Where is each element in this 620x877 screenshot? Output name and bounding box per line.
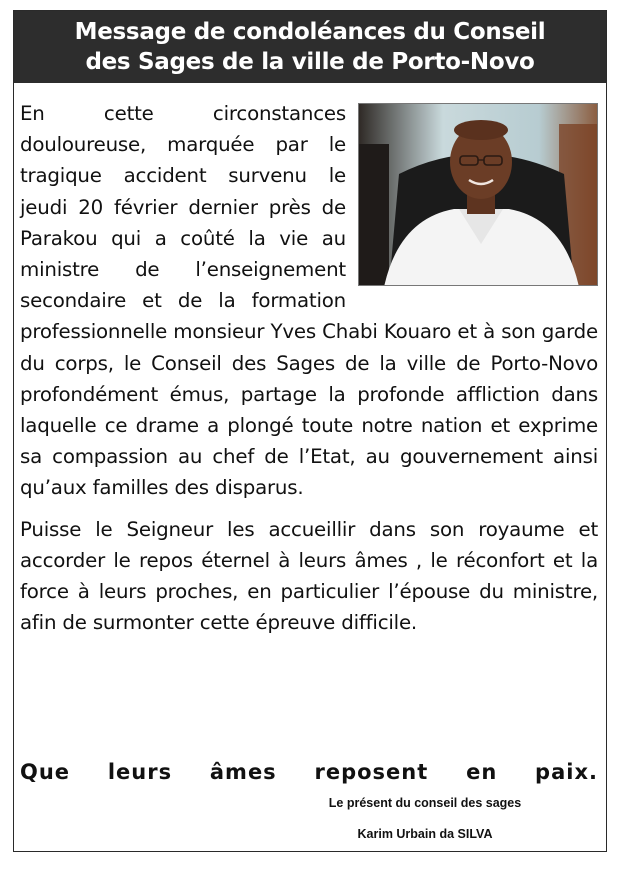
- body-paragraph-1: En cette circonstances douloureuse, marquée par le tragique accident survenu le jeudi 20 février dernier près de Parakou qui a coûté la vie au ministre de l’enseignement secondaire et de la formation professionnelle monsieur Yves Chabi Kouaro et à son garde du corps, le Conseil des Sages de la ville de Porto-Novo profondément émus, partage la profonde affliction dans laquelle ce drame a plongé toute notre nation et exprime sa compassion au chef de l’Etat, au gouvernement ainsi qu’aux familles des disparus.: [20, 102, 598, 500]
- body-paragraph-2: Puisse le Seigneur les accueillir dans son royaume et accorder le repos éternel à leurs âmes , le réconfort et la force à leurs proches, en particulier l’épouse du ministre, afin de surmonter cette épreuve difficile.: [20, 517, 598, 635]
- minister-portrait-photo: [358, 103, 598, 286]
- header-line-1: Message de condoléances du Conseil: [74, 19, 546, 45]
- notice-header: [14, 11, 606, 83]
- signature-name: Karim Urbain da SILVA: [357, 827, 493, 841]
- signature-title: Le présent du conseil des sages: [328, 796, 522, 810]
- closing-line: Que leurs âmes reposent en paix.: [20, 760, 598, 784]
- notice-body: [13, 98, 607, 638]
- header-line-2: des Sages de la ville de Porto-Novo: [85, 49, 535, 75]
